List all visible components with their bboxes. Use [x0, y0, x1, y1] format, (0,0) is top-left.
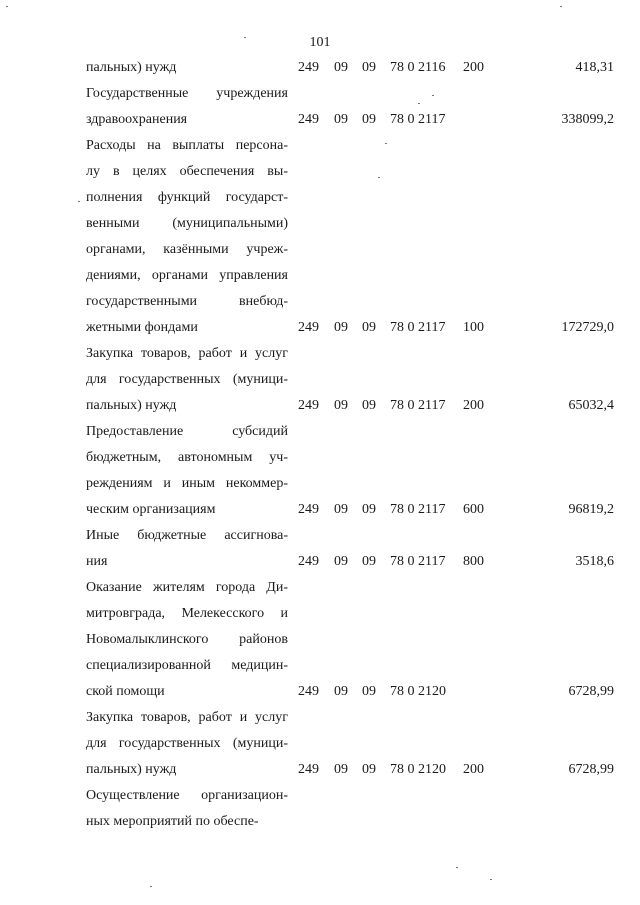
ledger-row [0, 419, 640, 523]
admin-code: 249 [298, 554, 319, 569]
target-article-code: 78 0 2120 [390, 762, 446, 777]
description-line: венными (муниципальными) [86, 216, 288, 231]
amount: 3518,6 [575, 554, 614, 569]
expense-type-code: 200 [463, 398, 484, 413]
subsection-code: 09 [362, 60, 376, 75]
row-codes [0, 107, 640, 133]
expense-type-code: 800 [463, 554, 484, 569]
row-description [86, 133, 288, 341]
expense-type-code: 100 [463, 320, 484, 335]
description-line: органами, казёнными учреж- [86, 242, 288, 257]
ledger-row [0, 705, 640, 783]
admin-code: 249 [298, 112, 319, 127]
row-codes [0, 315, 640, 341]
description-line: государственными внебюд- [86, 294, 288, 309]
admin-code: 249 [298, 320, 319, 335]
section-code: 09 [334, 762, 348, 777]
row-codes [0, 55, 640, 81]
row-codes [0, 809, 640, 835]
row-codes [0, 757, 640, 783]
description-line: специализированной медицин- [86, 658, 288, 673]
description-line: полнения функций государст- [86, 190, 288, 205]
row-codes [0, 679, 640, 705]
section-code: 09 [334, 502, 348, 517]
section-code: 09 [334, 60, 348, 75]
ledger-row [0, 341, 640, 419]
subsection-code: 09 [362, 320, 376, 335]
admin-code: 249 [298, 398, 319, 413]
subsection-code: 09 [362, 112, 376, 127]
amount: 338099,2 [561, 112, 614, 127]
expense-type-code: 200 [463, 762, 484, 777]
admin-code: 249 [298, 762, 319, 777]
ledger-row [0, 783, 640, 835]
description-line: Иные бюджетные ассигнова- [86, 528, 288, 543]
page-number: 101 [309, 35, 331, 50]
description-line: пальных) нужд [86, 762, 177, 777]
amount: 6728,99 [568, 684, 614, 699]
subsection-code: 09 [362, 398, 376, 413]
target-article-code: 78 0 2117 [390, 502, 446, 517]
description-line: лу в целях обеспечения вы- [86, 164, 288, 179]
description-line: Оказание жителям города Ди- [86, 580, 288, 595]
ledger-row [0, 523, 640, 575]
admin-code: 249 [298, 502, 319, 517]
section-code: 09 [334, 320, 348, 335]
target-article-code: 78 0 2117 [390, 112, 446, 127]
expense-type-code: 600 [463, 502, 484, 517]
description-line: митровграда, Мелекесского и [86, 606, 288, 621]
description-line: Новомалыклинского районов [86, 632, 288, 647]
description-line: Предоставление субсидий [86, 424, 288, 439]
ledger-row [0, 133, 640, 341]
amount: 418,31 [575, 60, 614, 75]
admin-code: 249 [298, 684, 319, 699]
description-line: Осуществление организацион- [86, 788, 288, 803]
target-article-code: 78 0 2117 [390, 554, 446, 569]
description-line: бюджетным, автономным уч- [86, 450, 288, 465]
description-line: пальных) нужд [86, 398, 177, 413]
subsection-code: 09 [362, 554, 376, 569]
description-line: Государственные учреждения [86, 86, 288, 101]
description-line: пальных) нужд [86, 60, 177, 75]
description-line: ния [86, 554, 108, 569]
section-code: 09 [334, 398, 348, 413]
ledger-row [0, 55, 640, 81]
description-line: Закупка товаров, работ и услуг [86, 710, 288, 725]
section-code: 09 [334, 112, 348, 127]
amount: 172729,0 [561, 320, 614, 335]
description-line: жетными фондами [86, 320, 198, 335]
target-article-code: 78 0 2117 [390, 398, 446, 413]
target-article-code: 78 0 2120 [390, 684, 446, 699]
section-code: 09 [334, 554, 348, 569]
description-line: для государственных (муници- [86, 736, 288, 751]
description-line: реждениям и иным некоммер- [86, 476, 288, 491]
row-codes [0, 497, 640, 523]
description-line: ческим организациям [86, 502, 216, 517]
description-line: ской помощи [86, 684, 165, 699]
description-line: Закупка товаров, работ и услуг [86, 346, 288, 361]
expense-type-code: 200 [463, 60, 484, 75]
subsection-code: 09 [362, 684, 376, 699]
admin-code: 249 [298, 60, 319, 75]
ledger-row [0, 575, 640, 705]
amount: 96819,2 [568, 502, 614, 517]
amount: 65032,4 [568, 398, 614, 413]
description-line: здравоохранения [86, 112, 188, 127]
row-codes [0, 549, 640, 575]
amount: 6728,99 [568, 762, 614, 777]
description-line: ных мероприятий по обеспе- [86, 814, 259, 829]
description-line: дениями, органами управления [86, 268, 288, 283]
description-line: Расходы на выплаты персона- [86, 138, 288, 153]
description-line: для государственных (муници- [86, 372, 288, 387]
ledger-row [0, 81, 640, 133]
row-codes [0, 393, 640, 419]
section-code: 09 [334, 684, 348, 699]
subsection-code: 09 [362, 502, 376, 517]
subsection-code: 09 [362, 762, 376, 777]
target-article-code: 78 0 2116 [390, 60, 446, 75]
target-article-code: 78 0 2117 [390, 320, 446, 335]
